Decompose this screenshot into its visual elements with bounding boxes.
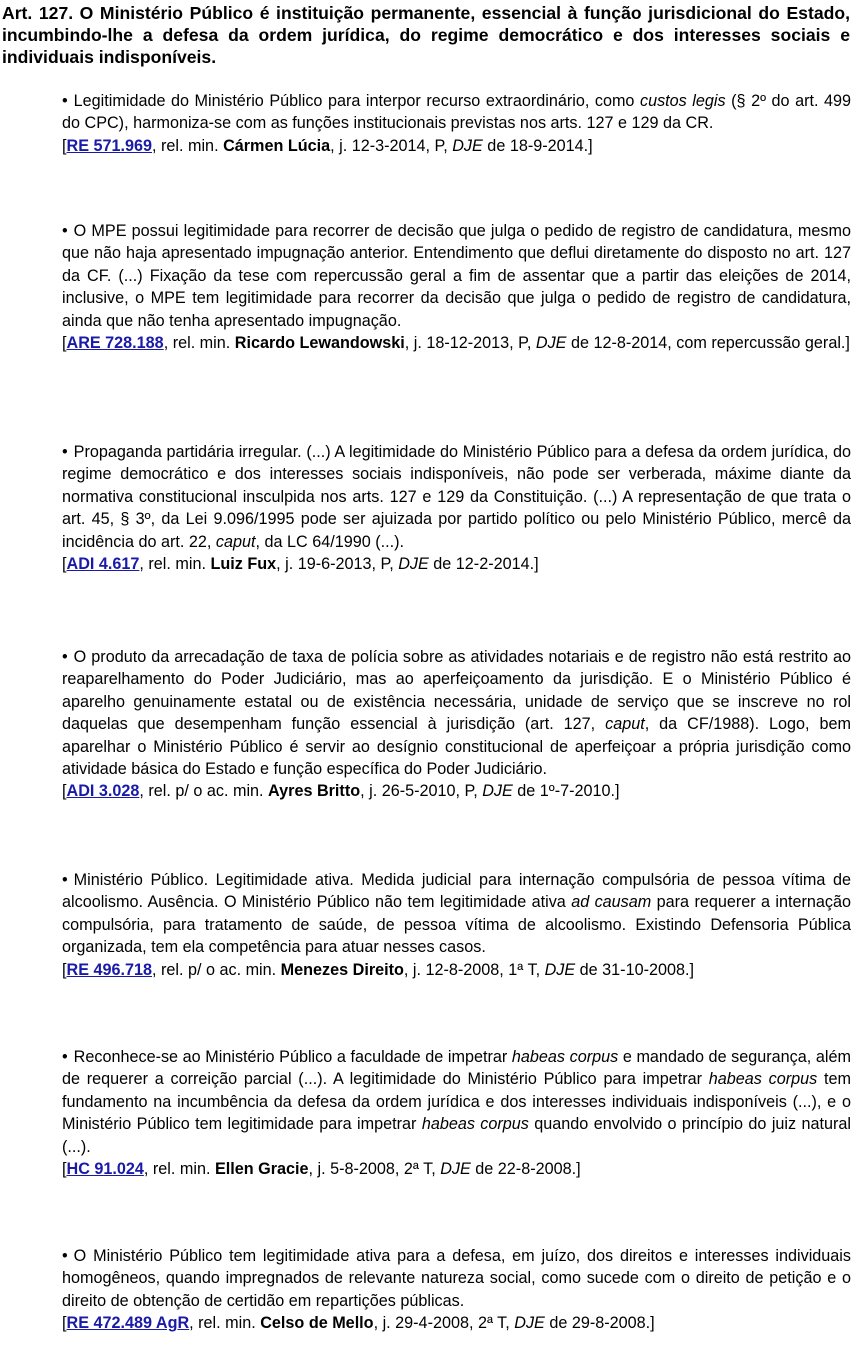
journal-name: DJE [482, 782, 513, 801]
jurisprudence-entry [62, 646, 851, 803]
case-link[interactable]: ARE 728.188 [66, 334, 164, 353]
bullet: • [62, 92, 68, 110]
jurisprudence-entry [62, 1046, 851, 1180]
journal-name: DJE [514, 1314, 545, 1333]
minister-name: Ayres Britto [268, 782, 361, 801]
entry-text: • Reconhece-se ao Ministério Público a faculdade de impetrar habeas corpus e mandado de segurança, além de requerer a correição parcial (...). A legitimidade do Ministério Público para impetrar habeas corpus tem fundamento na incumbência da defesa da ordem jurídica e dos interesses individuais indisponíveis (...), e o Ministério Público tem legitimidade para impetrar habeas corpus quando envolvido o princípio do juiz natural (...). [62, 1048, 851, 1156]
minister-name: Celso de Mello [260, 1314, 374, 1333]
minister-name: Menezes Direito [280, 960, 404, 979]
entry-text: • Legitimidade do Ministério Público para interpor recurso extraordinário, como custos legis (§ 2º do art. 499 do CPC), harmoniza-se com as funções institucionais previstas nos arts. 127 e 129 da CR. [62, 92, 852, 133]
entry-text: • O MPE possui legitimidade para recorrer de decisão que julga o pedido de registro de candidatura, mesmo que não haja apresentado impugnação anterior. Entendimento que deflui diretamente do disposto no art. 127 da CF. (...) Fixação da tese com repercussão geral a fim de assentar que a partir das eleições de 2014, inclusive, o MPE tem legitimidade para recorrer da decisão que julga o pedido de registro de candidatura, ainda que não tenha apresentado impugnação. [62, 222, 851, 330]
citation: [ADI 4.617, rel. min. Luiz Fux, j. 19-6-2013, P, DJE de 12-2-2014.] [62, 555, 539, 574]
entry-text: • O produto da arrecadação de taxa de polícia sobre as atividades notariais e de registro não está restrito ao reaparelhamento do Poder Judiciário, mas ao aperfeiçoamento da jurisdição. E o Ministério Público é aparelho genuinamente estatal ou de existência necessária, unidade de serviço que se inscreve no rol daquelas que desempenham função essencial à jurisdição (art. 127, caput, da CF/1988). Logo, bem aparelhar o Ministério Público é servir ao desígnio constitucional de aperfeiçoar a própria jurisdição como atividade básica do Estado e função específica do Poder Judiciário. [62, 648, 851, 779]
citation: [RE 472.489 AgR, rel. min. Celso de Mello, j. 29-4-2008, 2ª T, DJE de 29-8-2008.] [62, 1314, 655, 1333]
minister-name: Ricardo Lewandowski [234, 334, 405, 353]
citation: [RE 496.718, rel. p/ o ac. min. Menezes Direito, j. 12-8-2008, 1ª T, DJE de 31-10-2008.] [62, 960, 694, 979]
minister-name: Ellen Gracie [214, 1160, 309, 1179]
entry-text: • Propaganda partidária irregular. (...) A legitimidade do Ministério Público para a defesa da ordem jurídica, do regime democrático e dos interesses sociais indisponíveis, não pode ser verberada, máxime diante da normativa constitucional insculpida nos arts. 127 e 129 da Constituição. (...) A representação de que trata o art. 45, § 3º, da Lei 9.096/1995 pode ser ajuizada por partido político ou pelo Ministério Público, mercê da incidência do art. 22, caput, da LC 64/1990 (...). [62, 443, 851, 551]
italic-term: habeas corpus [511, 1048, 619, 1066]
minister-name: Luiz Fux [210, 555, 277, 574]
case-link[interactable]: HC 91.024 [66, 1160, 144, 1179]
jurisprudence-entry [62, 1245, 851, 1335]
italic-term: caput [605, 715, 645, 734]
case-link[interactable]: RE 571.969 [66, 136, 152, 155]
italic-term: ad causam [571, 893, 652, 912]
bullet: • [62, 443, 68, 461]
jurisprudence-entry [62, 90, 851, 157]
citation: [ADI 3.028, rel. p/ o ac. min. Ayres Britto, j. 26-5-2010, P, DJE de 1º-7-2010.] [62, 782, 620, 801]
case-link[interactable]: RE 496.718 [66, 960, 152, 979]
bullet: • [62, 871, 68, 889]
journal-name: DJE [452, 136, 483, 155]
minister-name: Cármen Lúcia [223, 136, 331, 155]
italic-term: habeas corpus [708, 1070, 818, 1089]
case-link[interactable]: ADI 4.617 [66, 555, 140, 574]
journal-name: DJE [398, 555, 429, 574]
bullet: • [62, 222, 68, 240]
journal-name: DJE [440, 1160, 471, 1179]
citation: [HC 91.024, rel. min. Ellen Gracie, j. 5-8-2008, 2ª T, DJE de 22-8-2008.] [62, 1160, 581, 1179]
jurisprudence-entry [62, 220, 851, 354]
citation: [RE 571.969, rel. min. Cármen Lúcia, j. 12-3-2014, P, DJE de 18-9-2014.] [62, 136, 593, 155]
article-heading: Art. 127. O Ministério Público é instituição permanente, essencial à função jurisdicional do Estado, incumbindo-lhe a defesa da ordem jurídica, do regime democrático e dos interesses sociais e individuais indisponíveis. [2, 3, 850, 67]
case-link[interactable]: RE 472.489 AgR [66, 1314, 190, 1333]
case-link[interactable]: ADI 3.028 [66, 782, 140, 801]
italic-term: caput [215, 532, 256, 551]
bullet: • [62, 1048, 68, 1066]
journal-name: DJE [544, 960, 576, 979]
italic-term: custos legis [639, 92, 726, 110]
bullet: • [62, 648, 68, 666]
citation: [ARE 728.188, rel. min. Ricardo Lewandowski, j. 18-12-2013, P, DJE de 12-8-2014, com repercussão geral.] [62, 334, 850, 353]
entry-text: • O Ministério Público tem legitimidade ativa para a defesa, em juízo, dos direitos e interesses individuais homogêneos, quando impregnados de relevante natureza social, como sucede com o direito de petição e o direito de obtenção de certidão em repartições públicas. [62, 1247, 851, 1310]
journal-name: DJE [535, 334, 567, 353]
entry-text: • Ministério Público. Legitimidade ativa. Medida judicial para internação compulsória de pessoa vítima de alcoolismo. Ausência. O Ministério Público não tem legitimidade ativa ad causam para requerer a internação compulsória, para tratamento de saúde, de pessoa vítima de alcoolismo. Existindo Defensoria Pública organizada, tem ela competência para atuar nesses casos. [62, 871, 852, 957]
jurisprudence-entry [62, 869, 851, 981]
bullet: • [62, 1247, 68, 1265]
jurisprudence-entry [62, 441, 851, 575]
italic-term: habeas corpus [421, 1115, 529, 1134]
